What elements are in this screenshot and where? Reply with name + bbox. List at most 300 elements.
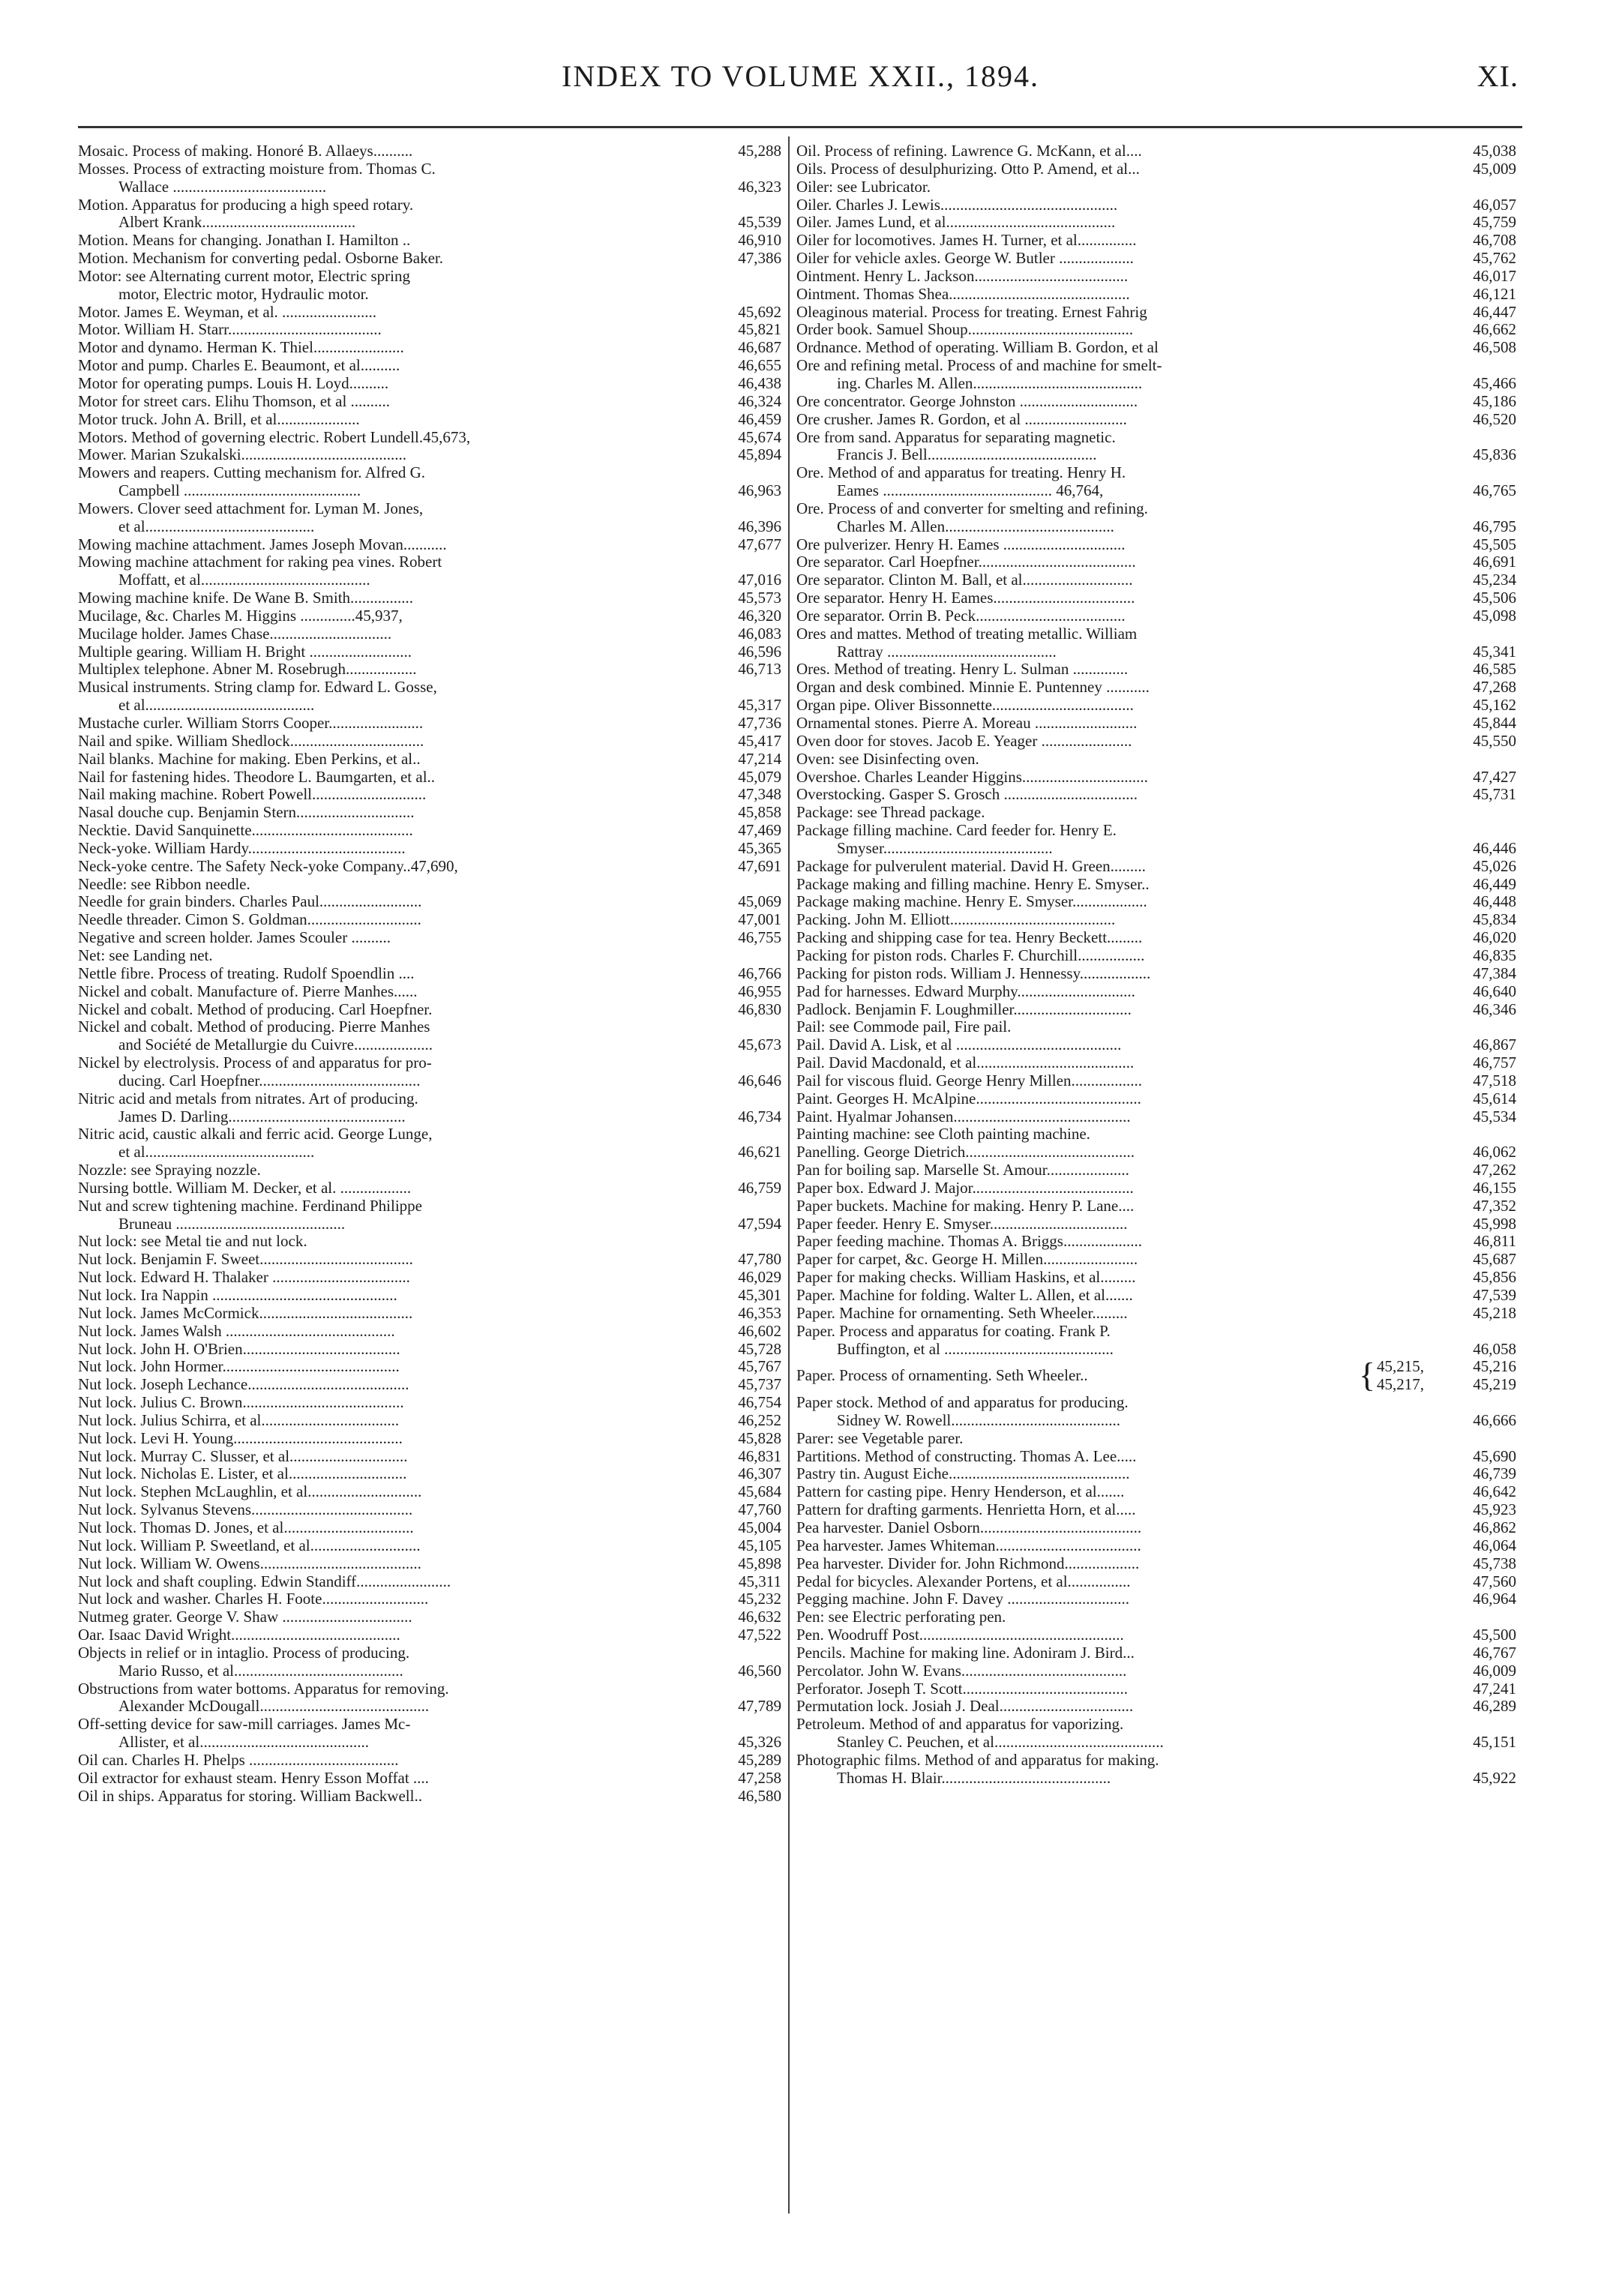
entry-text: Nickel and cobalt. Manufacture of. Pierre Manhes......	[78, 982, 418, 1000]
patent-number: 45,728	[738, 1339, 781, 1358]
entry-text: ing. Charles M. Allen...........................................	[837, 373, 1143, 392]
entry-text: Nut lock. Levi H. Young...........................................	[78, 1428, 403, 1447]
entry-text: Ore separator. Carl Hoepfner........................................	[796, 553, 1136, 571]
patent-number: 46,289	[1473, 1697, 1516, 1716]
index-entry-line	[796, 411, 1516, 429]
index-entry-line	[78, 769, 781, 787]
patent-number: 47,016	[738, 571, 781, 589]
patent-number: 45,217,	[1377, 1375, 1424, 1394]
patent-number: 47,214	[738, 749, 781, 768]
index-entry-line	[78, 840, 781, 858]
entry-text: Paper. Process of ornamenting. Seth Wheeler..	[796, 1366, 1088, 1385]
patent-number: 45,004	[738, 1518, 781, 1536]
patent-number: 46,448	[1473, 892, 1516, 911]
index-entry-line	[78, 893, 781, 911]
patent-number: 46,708	[1473, 231, 1516, 250]
index-entry-line	[78, 375, 781, 393]
entry-text: Nickel by electrolysis. Process of and apparatus for pro-	[78, 1054, 432, 1072]
patent-number: 46,020	[1473, 928, 1516, 947]
index-entry-line	[796, 1644, 1516, 1662]
index-entry-line	[796, 1716, 1516, 1734]
column-divider	[788, 136, 790, 2214]
index-entry-line	[796, 536, 1516, 554]
index-entry-line	[796, 1465, 1516, 1483]
entry-text: Motor for operating pumps. Louis H. Loyd..........	[78, 373, 389, 392]
patent-number: 46,765	[1473, 481, 1516, 500]
patent-number: 46,353	[738, 1303, 781, 1322]
entry-text: Needle threader. Cimon S. Goldman.............................	[78, 910, 421, 929]
patent-number: 46,580	[738, 1786, 781, 1805]
index-entry-line	[78, 607, 781, 625]
entry-text: Obstructions from water bottoms. Apparatus for removing.	[78, 1679, 449, 1698]
entry-text: Painting machine: see Cloth painting machine.	[796, 1125, 1090, 1144]
patent-number: 45,232	[738, 1590, 781, 1608]
entry-text: et al...........................................	[118, 1143, 315, 1161]
entry-text: Ore and refining metal. Process of and machine for smelt-	[796, 356, 1162, 375]
entry-text: Nut lock. Stephen McLaughlin, et al.............................	[78, 1482, 422, 1501]
index-entry-line	[796, 911, 1516, 929]
entry-text: Padlock. Benjamin F. Loughmiller..............................	[796, 1000, 1132, 1018]
patent-number: 46,017	[1473, 266, 1516, 285]
patent-number: 47,518	[1473, 1071, 1516, 1090]
entry-text: Ore separator. Orrin B. Peck......................................	[796, 606, 1126, 625]
index-entry-line	[78, 553, 781, 571]
index-entry-line	[78, 571, 781, 589]
entry-text: James D. Darling.............................................	[118, 1107, 406, 1126]
entry-text: ducing. Carl Hoepfner.........................................	[118, 1071, 421, 1090]
patent-number: 45,506	[1473, 589, 1516, 607]
index-entry-line	[78, 733, 781, 751]
entry-text: Overshoe. Charles Leander Higgins................................	[796, 767, 1148, 786]
index-entry-line	[78, 518, 781, 536]
index-entry-line	[78, 464, 781, 482]
entry-text: Mucilage holder. James Chase...............................	[78, 624, 392, 643]
patent-number: 45,105	[738, 1536, 781, 1554]
patent-number: 45,162	[1473, 696, 1516, 715]
index-entry-line	[796, 1734, 1516, 1752]
page-header	[0, 58, 1601, 103]
index-entry-line	[78, 411, 781, 429]
patent-number: 45,550	[1473, 731, 1516, 750]
page-title: INDEX TO VOLUME XXII., 1894.	[561, 59, 1040, 93]
entry-text: Perforator. Joseph T. Scott..........................................	[796, 1679, 1128, 1698]
patent-number: 45,690	[1473, 1446, 1516, 1465]
entry-text: Nickel and cobalt. Method of producing. Carl Hoepfner.	[78, 1000, 433, 1018]
entry-text: Paper for carpet, &c. George H. Millen........................	[796, 1250, 1138, 1269]
patent-number: 46,734	[738, 1107, 781, 1126]
entry-text: Motor: see Alternating current motor, Electric spring	[78, 266, 410, 285]
entry-text: Motion. Mechanism for converting pedal. Osborne Baker.	[78, 249, 443, 268]
entry-text: Package filling machine. Card feeder for. Henry E.	[796, 821, 1117, 840]
patent-number: 46,640	[1473, 982, 1516, 1000]
patent-number: 45,922	[1473, 1768, 1516, 1787]
entry-text: Mario Russo, et al...........................................	[118, 1661, 403, 1680]
brace-glyph: {	[1359, 1356, 1376, 1395]
patent-number: 45,098	[1473, 606, 1516, 625]
entry-text: Paint. Georges H. McAlpine..........................................	[796, 1089, 1141, 1108]
index-entry-line	[796, 1770, 1516, 1788]
index-entry-line	[78, 983, 781, 1001]
entry-text: Ore crusher. James R. Gordon, et al ..........................	[796, 409, 1127, 428]
entry-text: Nitric acid, caustic alkali and ferric acid. George Lunge,	[78, 1125, 433, 1144]
index-entry-line	[78, 1394, 781, 1412]
patent-number: 45,738	[1473, 1554, 1516, 1572]
index-entry-line	[796, 178, 1516, 196]
patent-number: 46,324	[738, 391, 781, 410]
index-entry-line	[796, 733, 1516, 751]
entry-text: Pail: see Commode pail, Fire pail.	[796, 1018, 1012, 1036]
entry-text: Pedal for bicycles. Alexander Portens, et al................	[796, 1572, 1131, 1590]
patent-number: 46,642	[1473, 1482, 1516, 1501]
index-entry-line	[78, 1358, 781, 1376]
patent-number: 45,828	[738, 1428, 781, 1447]
index-entry-line	[796, 1483, 1516, 1501]
entry-text: Nut lock: see Metal tie and nut lock.	[78, 1232, 307, 1251]
index-entry-line	[796, 1179, 1516, 1197]
entry-text: Sidney W. Rowell...........................................	[837, 1410, 1121, 1429]
patent-number: 46,662	[1473, 320, 1516, 339]
index-entry-line	[796, 983, 1516, 1001]
patent-number: 46,759	[738, 1178, 781, 1197]
index-entry-line	[78, 911, 781, 929]
index-entry-line	[78, 1626, 781, 1644]
patent-number: 45,731	[1473, 785, 1516, 804]
patent-number: 45,836	[1473, 445, 1516, 464]
entry-text: Oven door for stoves. Jacob E. Yeager .......................	[796, 731, 1132, 750]
index-entry-line	[796, 1090, 1516, 1108]
index-entry-line	[78, 304, 781, 322]
index-entry-line	[796, 607, 1516, 625]
index-entry-line	[78, 1430, 781, 1448]
index-entry-line	[796, 339, 1516, 357]
patent-number: 47,691	[738, 856, 781, 875]
entry-text: Nut lock and washer. Charles H. Foote...........................	[78, 1590, 429, 1608]
entry-text: Ornamental stones. Pierre A. Moreau ..........................	[796, 714, 1138, 732]
patent-number: 47,760	[738, 1500, 781, 1519]
index-entry-line	[796, 553, 1516, 571]
index-entry-line	[796, 661, 1516, 679]
entry-text: Oiler. James Lund, et al...........................................	[796, 213, 1116, 232]
index-entry-line	[796, 268, 1516, 286]
patent-number: 46,739	[1473, 1464, 1516, 1483]
entry-text: Mosaic. Process of making. Honoré B. Allaeys..........	[78, 142, 413, 160]
entry-text: Motion. Means for changing. Jonathan I. Hamilton ..	[78, 231, 411, 250]
entry-text: Eames ........................................... 46,764,	[837, 481, 1104, 500]
entry-text: Nut lock. Ira Nappin ...............................................	[78, 1286, 397, 1304]
entry-text: Pen: see Electric perforating pen.	[796, 1608, 1006, 1626]
index-entry-line	[796, 286, 1516, 304]
index-entry-line	[78, 1608, 781, 1626]
entry-text: Ore. Process of and converter for smelting and refining.	[796, 499, 1148, 517]
index-entry-line	[78, 876, 781, 894]
entry-text: Ore. Method of and apparatus for treating. Henry H.	[796, 463, 1126, 482]
entry-text: Pea harvester. Divider for. John Richmond...................	[796, 1554, 1140, 1572]
entry-text: Campbell .............................................	[118, 481, 361, 500]
patent-number: 46,596	[738, 642, 781, 661]
index-entry-line	[78, 1573, 781, 1591]
entry-text: Ore pulverizer. Henry H. Eames ...............................	[796, 535, 1126, 553]
entry-text: et al...........................................	[118, 696, 315, 715]
entry-text: Pail for viscous fluid. George Henry Millen..................	[796, 1071, 1142, 1090]
index-entry-line	[78, 1537, 781, 1555]
index-entry-line	[78, 1680, 781, 1698]
entry-text: Pegging machine. John F. Davey ...............................	[796, 1590, 1129, 1608]
patent-number-group	[1359, 1358, 1516, 1394]
index-column-right	[796, 142, 1516, 2212]
patent-number: 47,736	[738, 714, 781, 732]
entry-text: Ore from sand. Apparatus for separating magnetic.	[796, 427, 1116, 446]
entry-text: Order book. Samuel Shoup..........................................	[796, 320, 1134, 339]
patent-number: 45,858	[738, 803, 781, 822]
entry-text: Packing and shipping case for tea. Henry Beckett.........	[796, 928, 1143, 947]
index-entry-line	[78, 1590, 781, 1608]
entry-text: Package making and filling machine. Henry E. Smyser..	[796, 874, 1150, 893]
entry-text: Motor. James E. Weyman, et al. ........................	[78, 302, 377, 321]
entry-text: Pencils. Machine for making line. Adoniram J. Bird...	[796, 1643, 1135, 1662]
patent-number: 46,508	[1473, 338, 1516, 357]
patent-number: 46,320	[738, 606, 781, 625]
entry-text: Needle: see Ribbon needle.	[78, 874, 250, 893]
index-entry-line	[78, 1072, 781, 1090]
index-entry-line	[78, 1716, 781, 1734]
index-entry-line	[78, 1376, 781, 1394]
index-entry-line	[796, 840, 1516, 858]
patent-number: 47,677	[738, 535, 781, 553]
index-entry-line	[78, 1519, 781, 1537]
patent-number: 45,692	[738, 302, 781, 321]
index-entry-line	[796, 679, 1516, 697]
index-entry-line	[78, 661, 781, 679]
patent-number: 47,539	[1473, 1286, 1516, 1304]
entry-text: Pen. Woodruff Post....................................................	[796, 1626, 1124, 1644]
entry-text: Neck-yoke. William Hardy........................................	[78, 838, 406, 857]
patent-number: 46,811	[1474, 1232, 1516, 1251]
entry-text: Nut lock. Benjamin F. Sweet.......................................	[78, 1250, 413, 1269]
patent-number: 45,534	[1473, 1107, 1516, 1126]
patent-number: 46,307	[738, 1464, 781, 1483]
patent-number: 45,614	[1473, 1089, 1516, 1108]
entry-text: Oiler: see Lubricator.	[796, 177, 931, 196]
index-entry-line	[78, 1197, 781, 1215]
index-entry-line	[78, 446, 781, 464]
entry-text: Nut lock. William W. Owens.........................................	[78, 1554, 421, 1572]
patent-number: 47,386	[738, 249, 781, 268]
index-entry-line	[796, 1197, 1516, 1215]
index-entry-line	[796, 625, 1516, 643]
patent-number: 45,069	[738, 892, 781, 911]
index-entry-line	[796, 214, 1516, 232]
index-entry-line	[78, 232, 781, 250]
patent-number: 46,252	[738, 1410, 781, 1429]
index-entry-line	[796, 304, 1516, 322]
index-entry-line	[796, 1752, 1516, 1770]
patent-number: 45,151	[1473, 1733, 1516, 1752]
entry-text: Package making machine. Henry E. Smyser...................	[796, 892, 1147, 911]
entry-text: Pail. David A. Lisk, et al ..........................................	[796, 1036, 1122, 1054]
entry-text: Parer: see Vegetable parer.	[796, 1428, 964, 1447]
index-entry-line	[796, 142, 1516, 160]
patent-number: 46,438	[738, 373, 781, 392]
patent-number: 46,666	[1473, 1410, 1516, 1429]
entry-text: Alexander McDougall...........................................	[118, 1697, 430, 1716]
index-entry-line	[796, 1662, 1516, 1680]
index-entry-line	[796, 751, 1516, 769]
index-entry-line	[796, 1251, 1516, 1269]
index-entry-line	[78, 1483, 781, 1501]
entry-text: Nut lock. Thomas D. Jones, et al.................................	[78, 1518, 414, 1536]
entry-text: Nut lock. Nicholas E. Lister, et al..............................	[78, 1464, 407, 1483]
index-entry-line	[78, 500, 781, 518]
index-entry-line	[78, 1144, 781, 1161]
entry-text: Organ pipe. Oliver Bissonnette....................................	[796, 696, 1134, 715]
entry-text: Nut lock. William P. Sweetland, et al............................	[78, 1536, 421, 1554]
patent-number: 45,219	[1473, 1375, 1516, 1394]
entry-text: Nickel and cobalt. Method of producing. Pierre Manhes	[78, 1018, 430, 1036]
index-entry-line	[796, 643, 1516, 661]
patent-number: 46,459	[738, 409, 781, 428]
patent-number: 45,186	[1473, 391, 1516, 410]
patent-number: 46,955	[738, 982, 781, 1000]
index-entry-line	[78, 1770, 781, 1788]
entry-text: motor, Electric motor, Hydraulic motor.	[118, 284, 369, 303]
patent-number: 47,522	[738, 1626, 781, 1644]
entry-text: Nut lock. John Hormer.............................................	[78, 1357, 400, 1376]
patent-number: 46,520	[1473, 409, 1516, 428]
index-entry-line	[78, 858, 781, 876]
patent-number: 46,058	[1473, 1339, 1516, 1358]
patent-number: 46,646	[738, 1071, 781, 1090]
entry-text: Nut lock. James Walsh ...........................................	[78, 1321, 395, 1340]
entry-text: Moffatt, et al...........................................	[118, 571, 370, 589]
entry-text: Objects in relief or in intaglio. Process of producing.	[78, 1643, 410, 1662]
entry-text: Bruneau ...........................................	[118, 1214, 346, 1233]
index-entry-line	[796, 965, 1516, 983]
patent-number: 46,795	[1473, 517, 1516, 535]
index-entry-line	[78, 1161, 781, 1179]
index-entry-line	[796, 1269, 1516, 1287]
index-entry-line	[78, 1054, 781, 1072]
index-entry-line	[78, 393, 781, 411]
entry-text: Nut lock. Julius Schirra, et al...................................	[78, 1410, 400, 1429]
patent-number: 46,446	[1473, 838, 1516, 857]
patent-number: 46,029	[738, 1268, 781, 1287]
patent-number: 47,384	[1473, 964, 1516, 982]
index-entry-line	[796, 893, 1516, 911]
entry-text: Musical instruments. String clamp for. Edward L. Gosse,	[78, 678, 437, 697]
entry-text: Pail. David Macdonald, et al........................................	[796, 1054, 1135, 1072]
entry-text: Oven: see Disinfecting oven.	[796, 749, 979, 768]
entry-text: Buffington, et al ...........................................	[837, 1339, 1114, 1358]
index-entry-line	[796, 769, 1516, 787]
index-entry-line	[796, 232, 1516, 250]
entry-text: Mowing machine knife. De Wane B. Smith................	[78, 589, 414, 607]
index-entry-line	[78, 1501, 781, 1519]
patent-number: 45,821	[738, 320, 781, 339]
patent-number: 46,155	[1473, 1178, 1516, 1197]
entry-text: Motor and dynamo. Herman K. Thiel.......................	[78, 338, 404, 357]
index-entry-line	[796, 1412, 1516, 1430]
index-entry-line	[796, 786, 1516, 804]
entry-text: Off-setting device for saw-mill carriages. James Mc-	[78, 1715, 411, 1734]
patent-number: 46,585	[1473, 660, 1516, 679]
index-entry-line	[78, 1465, 781, 1483]
entry-text: Nitric acid and metals from nitrates. Art of producing.	[78, 1089, 418, 1108]
entry-text: Charles M. Allen...........................................	[837, 517, 1114, 535]
entry-text: Paper. Machine for ornamenting. Seth Wheeler.........	[796, 1303, 1128, 1322]
index-entry-line	[78, 1126, 781, 1144]
entry-text: Oiler. Charles J. Lewis.............................................	[796, 195, 1118, 214]
page-number: XI.	[1477, 59, 1519, 93]
index-entry-line	[78, 715, 781, 733]
patent-number: 47,352	[1473, 1196, 1516, 1215]
index-entry-line	[78, 697, 781, 715]
index-entry-line	[78, 286, 781, 304]
index-entry-line	[78, 321, 781, 339]
index-entry-line	[796, 500, 1516, 518]
index-entry-line	[78, 1323, 781, 1341]
entry-text: Package: see Thread package.	[796, 803, 985, 822]
patent-number: 46,831	[738, 1446, 781, 1465]
entry-text: Nettle fibre. Process of treating. Rudolf Spoendlin ....	[78, 964, 415, 982]
index-entry-line	[796, 1287, 1516, 1305]
entry-text: Multiple gearing. William H. Bright ..........................	[78, 642, 412, 661]
patent-number: 47,594	[738, 1214, 781, 1233]
patent-number: 45,834	[1473, 910, 1516, 929]
entry-text: Pattern for casting pipe. Henry Henderson, et al.......	[796, 1482, 1125, 1501]
entry-text: Oiler for vehicle axles. George W. Butler ...................	[796, 249, 1134, 268]
entry-text: Packing for piston rods. Charles F. Churchill.................	[796, 946, 1145, 964]
patent-number: 46,713	[738, 660, 781, 679]
entry-text: Nut lock. Edward H. Thalaker ...................................	[78, 1268, 410, 1287]
index-entry-line	[78, 1269, 781, 1287]
entry-text: and Société de Metallurgie du Cuivre....................	[118, 1036, 433, 1054]
entry-text: Allister, et al...........................................	[118, 1733, 369, 1752]
entry-text: Pan for boiling sap. Marselle St. Amour.....................	[796, 1161, 1129, 1179]
index-entry-line	[78, 536, 781, 554]
index-entry-line	[796, 822, 1516, 840]
index-entry-line	[796, 1036, 1516, 1054]
entry-text: Ore concentrator. George Johnston ..............................	[796, 391, 1138, 410]
entry-text: Wallace .......................................	[118, 177, 327, 196]
entry-text: Thomas H. Blair...........................................	[837, 1768, 1111, 1787]
patent-number: 45,317	[738, 696, 781, 715]
entry-text: Oar. Isaac David Wright...........................................	[78, 1626, 400, 1644]
patent-number: 45,759	[1473, 213, 1516, 232]
index-entry-line	[796, 1358, 1516, 1394]
patent-number: 46,687	[738, 338, 781, 357]
index-entry-line	[78, 1215, 781, 1233]
patent-number: 45,466	[1473, 373, 1516, 392]
patent-number: 46,757	[1473, 1054, 1516, 1072]
patent-number: 46,910	[738, 231, 781, 250]
entry-text: Ointment. Thomas Shea..............................................	[796, 284, 1130, 303]
entry-text: Motor truck. John A. Brill, et al.....................	[78, 409, 360, 428]
entry-text: Ores and mattes. Method of treating metallic. William	[796, 624, 1138, 643]
patent-number: 45,844	[1473, 714, 1516, 732]
index-entry-line	[78, 214, 781, 232]
patent-number: 47,268	[1473, 678, 1516, 697]
index-entry-line	[796, 196, 1516, 214]
entry-text: Mowing machine attachment. James Joseph Movan...........	[78, 535, 447, 553]
index-entry-line	[796, 482, 1516, 500]
entry-text: Pea harvester. Daniel Osborn.........................................	[796, 1518, 1142, 1536]
entry-text: Albert Krank.......................................	[118, 213, 356, 232]
index-entry-line	[78, 751, 781, 769]
entry-text: Paper buckets. Machine for making. Henry P. Lane....	[796, 1196, 1135, 1215]
patent-number: 46,755	[738, 928, 781, 947]
patent-number: 45,289	[738, 1750, 781, 1769]
patent-number: 46,964	[1473, 1590, 1516, 1608]
